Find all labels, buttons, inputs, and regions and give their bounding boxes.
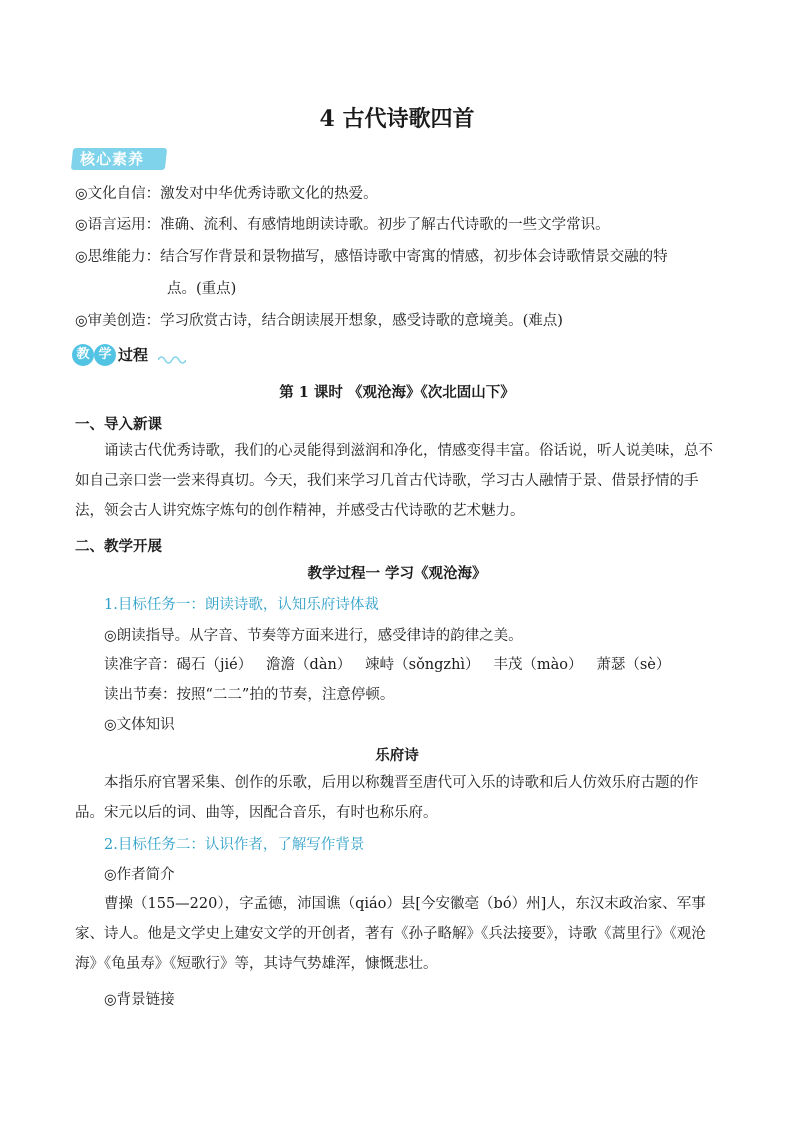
section-title-intro: 一、导入新课 — [75, 416, 162, 433]
pronunciation-line: 读准字音：碣石（jié） 澹澹（dàn） 竦峙（sǒngzhì） 丰茂（mào） 萧瑟（sè） — [104, 657, 671, 673]
page-title: 4 古代诗歌四首 — [319, 106, 475, 132]
wave-decoration-icon — [158, 352, 186, 364]
rhythm-line: 读出节奏：按照“二二”拍的节奏，注意停顿。 — [104, 687, 395, 703]
core-literacy-badge — [72, 146, 168, 172]
section-title-teaching: 二、教学开展 — [75, 538, 162, 555]
core-item-language: ◎语言运用：准确、流利、有感情地朗读诗歌。初步了解古代诗歌的一些文学常识。 — [75, 217, 610, 233]
core-item-culture: ◎文化自信：激发对中华优秀诗歌文化的热爱。 — [75, 186, 378, 202]
task-one: 1.目标任务一：朗读诗歌，认知乐府诗体裁 — [104, 597, 379, 613]
background-link: ◎背景链接 — [104, 992, 175, 1008]
badge-label: 核心素养 — [80, 150, 145, 168]
badge-circle-1: 教 — [72, 344, 94, 366]
yuefu-title: 乐府诗 — [375, 747, 419, 764]
badge-process-label: 过程 — [118, 346, 149, 364]
badge-circle-2: 学 — [94, 344, 116, 366]
yuefu-paragraph: 本指乐府官署采集、创作的乐歌，后用以称魏晋至唐代可入乐的诗歌和后人仿效乐府古题的作品。宋元以后的词、曲等，因配合音乐，有时也称乐府。 — [75, 775, 699, 821]
intro-paragraph: 诵读古代优秀诗歌，我们的心灵能得到滋润和净化，情感变得丰富。俗话说，听人说美味，总不如自己亲口尝一尝来得真切。今天，我们来学习几首古代诗歌，学习古人融情于景、借景抒情的手法，领会古人讲究炼字炼句的创作精神，并感受古代诗歌的艺术魅力。 — [75, 443, 713, 519]
author-intro: ◎作者简介 — [104, 867, 175, 883]
lesson-title: 第 1 课时 《观沧海》《次北固山下》 — [279, 384, 515, 401]
author-paragraph: 曹操（155—220），字孟德，沛国谯（qiáo）县[今安徽亳（bó）州]人，东汉末政治家、军事家、诗人。他是文学史上建安文学的开创者，著有《孙子略解》《兵法接要》，诗歌《蒿里行》《观沧海》《龟虽寿》《短歌行》等，其诗气势雄浑，慷慨悲壮。 — [75, 896, 706, 972]
core-item-thinking: ◎思维能力：结合写作背景和景物描写，感悟诗歌中寄寓的情感，初步体会诗歌情景交融的特 — [75, 249, 668, 265]
reading-guide: ◎朗读指导。从字音、节奏等方面来进行，感受律诗的韵律之美。 — [104, 628, 523, 644]
teaching-process-badge — [72, 342, 192, 368]
core-item-aesthetic: ◎审美创造：学习欣赏古诗，结合朗读展开想象，感受诗歌的意境美。(难点) — [75, 313, 563, 329]
core-item-thinking-cont: 点。(重点) — [167, 281, 237, 297]
process-one-title: 教学过程一 学习《观沧海》 — [307, 565, 487, 582]
genre-knowledge: ◎文体知识 — [104, 717, 175, 733]
task-two: 2.目标任务二：认识作者，了解写作背景 — [104, 837, 365, 853]
